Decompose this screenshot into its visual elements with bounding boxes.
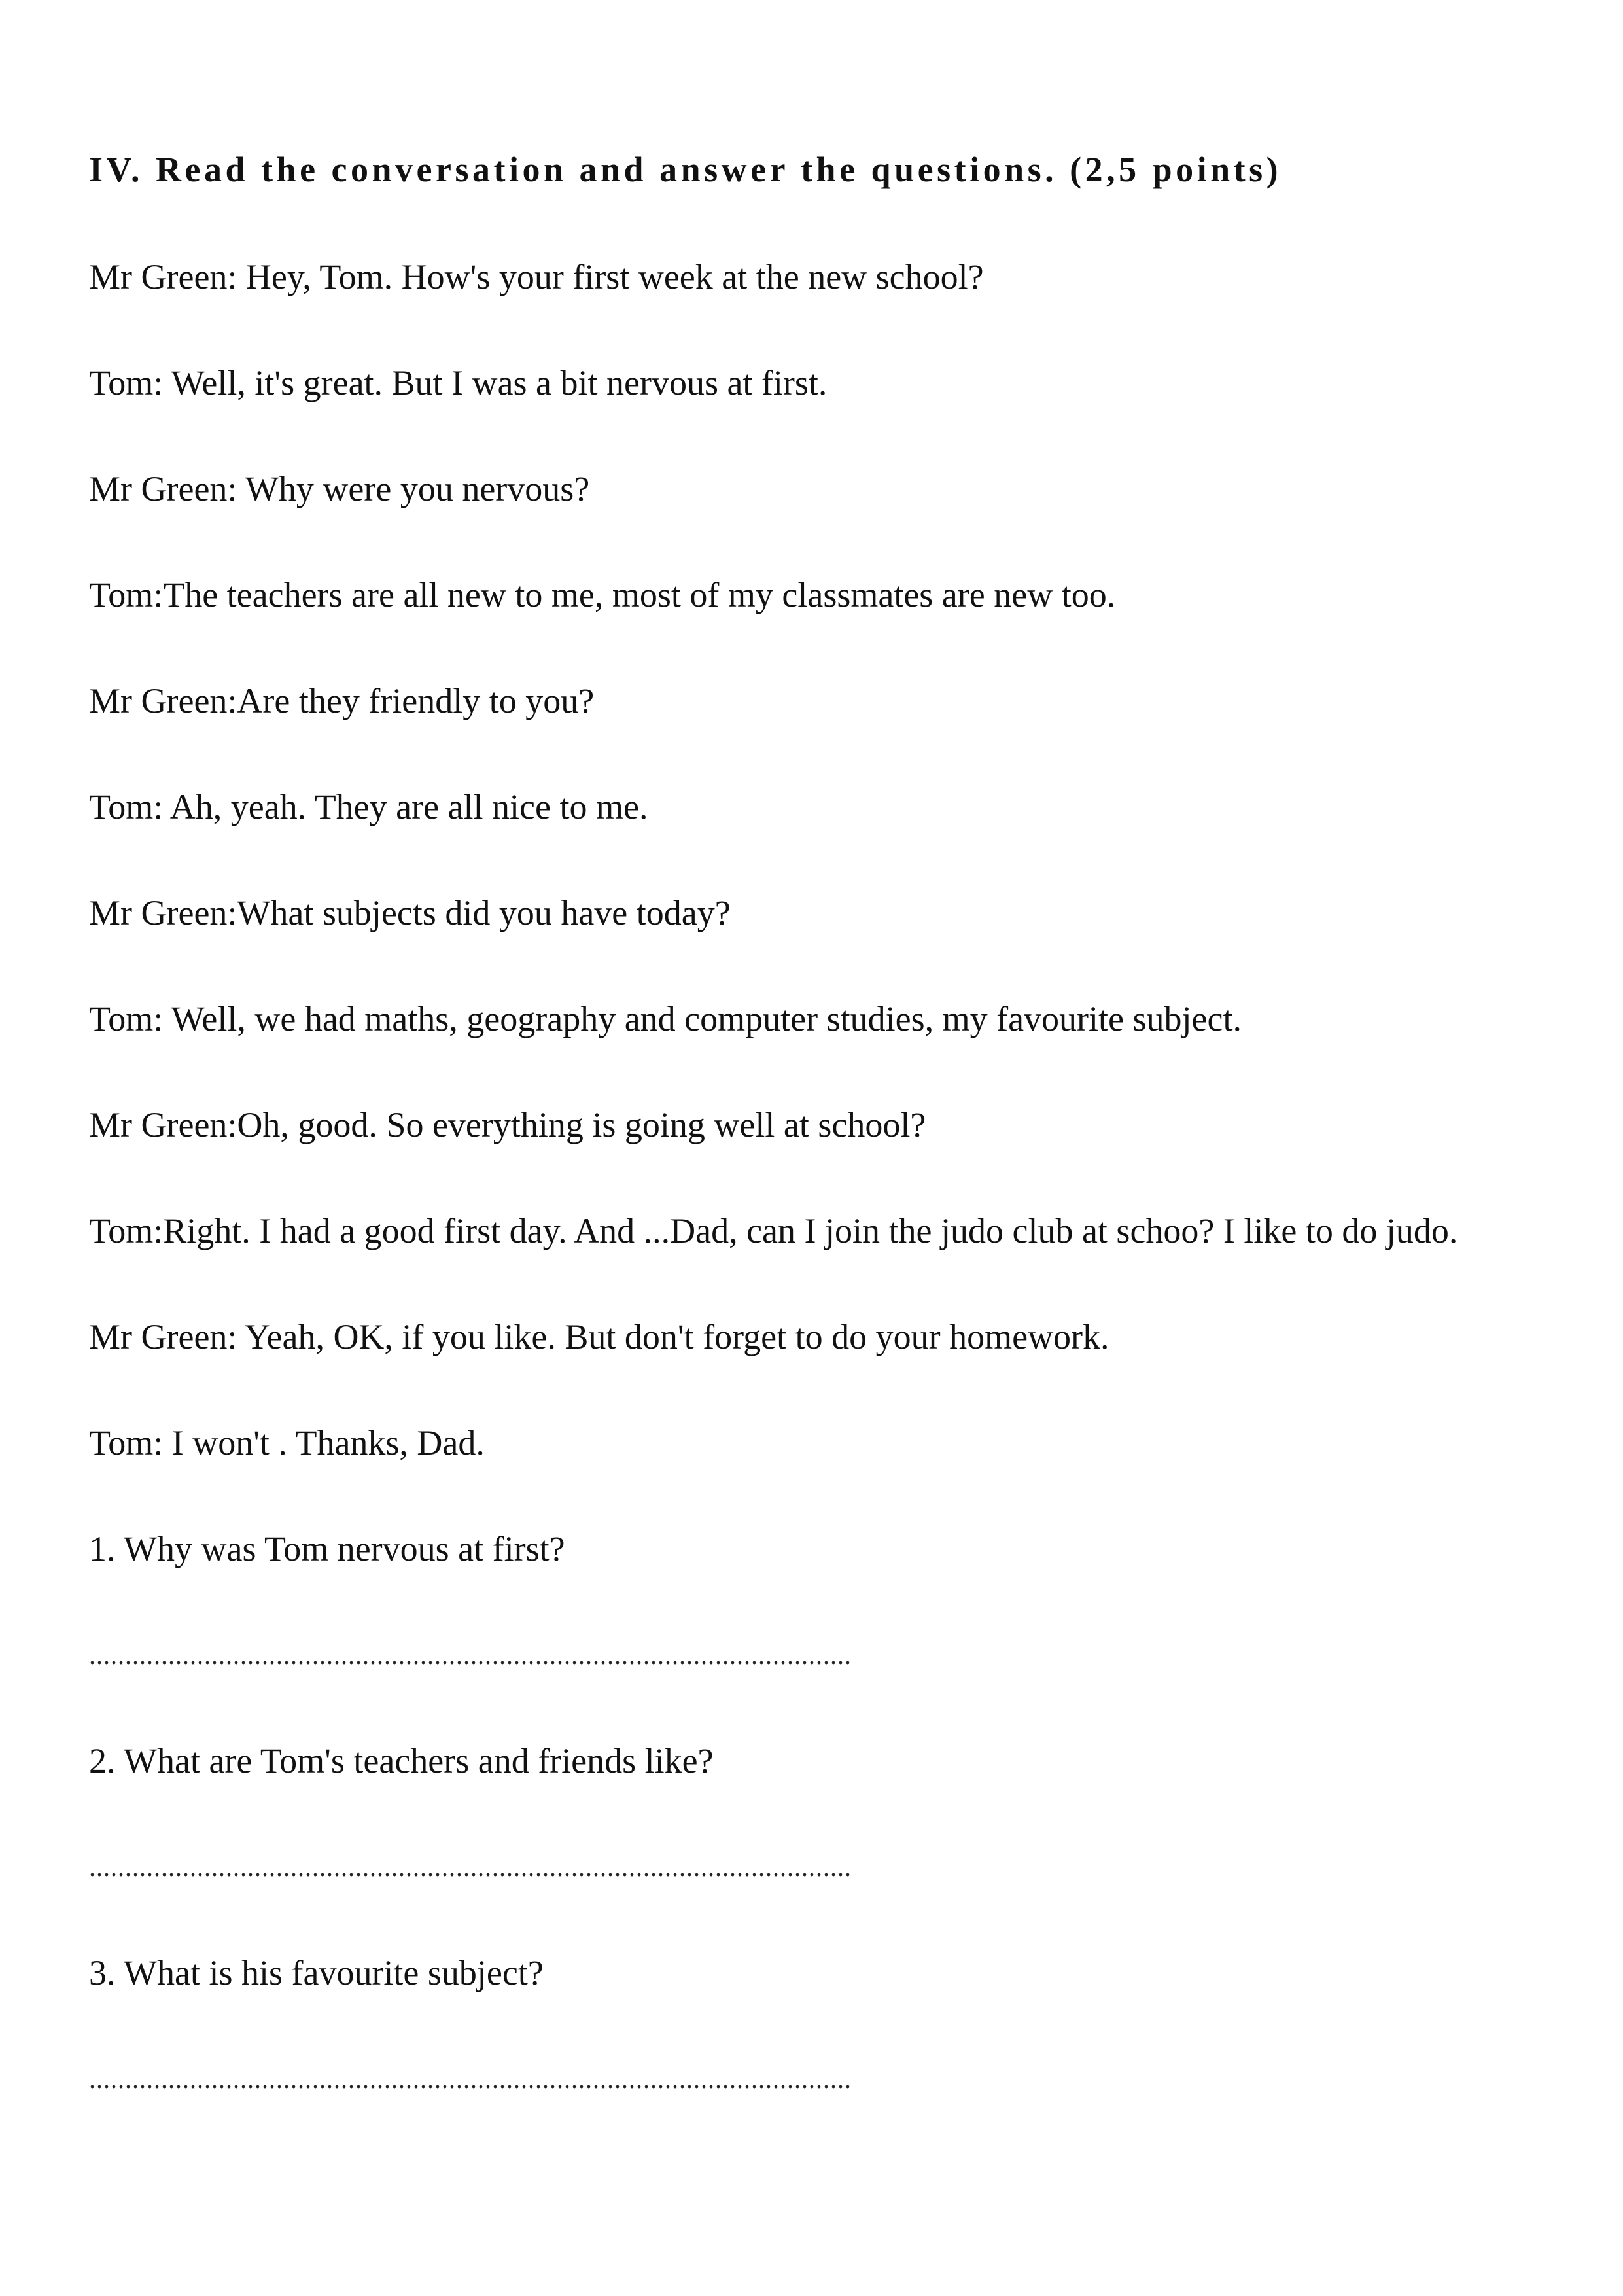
conversation-line: Mr Green: Why were you nervous? — [89, 469, 590, 508]
conversation-line: Tom: I won't . Thanks, Dad. — [89, 1423, 485, 1462]
question-2: 2. What are Tom's teachers and friends like? — [89, 1741, 714, 1780]
conversation-line: Mr Green:Are they friendly to you? — [89, 681, 595, 720]
question-1: 1. Why was Tom nervous at first? — [89, 1529, 565, 1568]
conversation-line: Mr Green: Yeah, OK, if you like. But don't forget to do your homework. — [89, 1317, 1109, 1356]
conversation-line: Mr Green:What subjects did you have today? — [89, 893, 731, 932]
question-3: 3. What is his favourite subject? — [89, 1953, 544, 1992]
conversation-line: Tom:The teachers are all new to me, most of my classmates are new too. — [89, 575, 1116, 614]
answer-line-2[interactable]: .......................................................................................................... — [89, 1854, 852, 1881]
conversation-line: Tom: Ah, yeah. They are all nice to me. — [89, 787, 648, 826]
conversation-line: Mr Green:Oh, good. So everything is going well at school? — [89, 1105, 926, 1144]
answer-line-3[interactable]: .......................................................................................................... — [89, 2066, 852, 2093]
conversation-line: Mr Green: Hey, Tom. How's your first week at the new school? — [89, 257, 984, 296]
answer-line-1[interactable]: .......................................................................................................... — [89, 1642, 852, 1669]
conversation-line: Tom: Well, it's great. But I was a bit nervous at first. — [89, 363, 828, 402]
conversation-line: Tom:Right. I had a good first day. And ...Dad, can I join the judo club at schoo? I like to do judo. — [89, 1211, 1458, 1250]
section-heading: IV. Read the conversation and answer the questions. (2,5 points) — [89, 150, 1282, 189]
conversation-line: Tom: Well, we had maths, geography and computer studies, my favourite subject. — [89, 999, 1242, 1038]
